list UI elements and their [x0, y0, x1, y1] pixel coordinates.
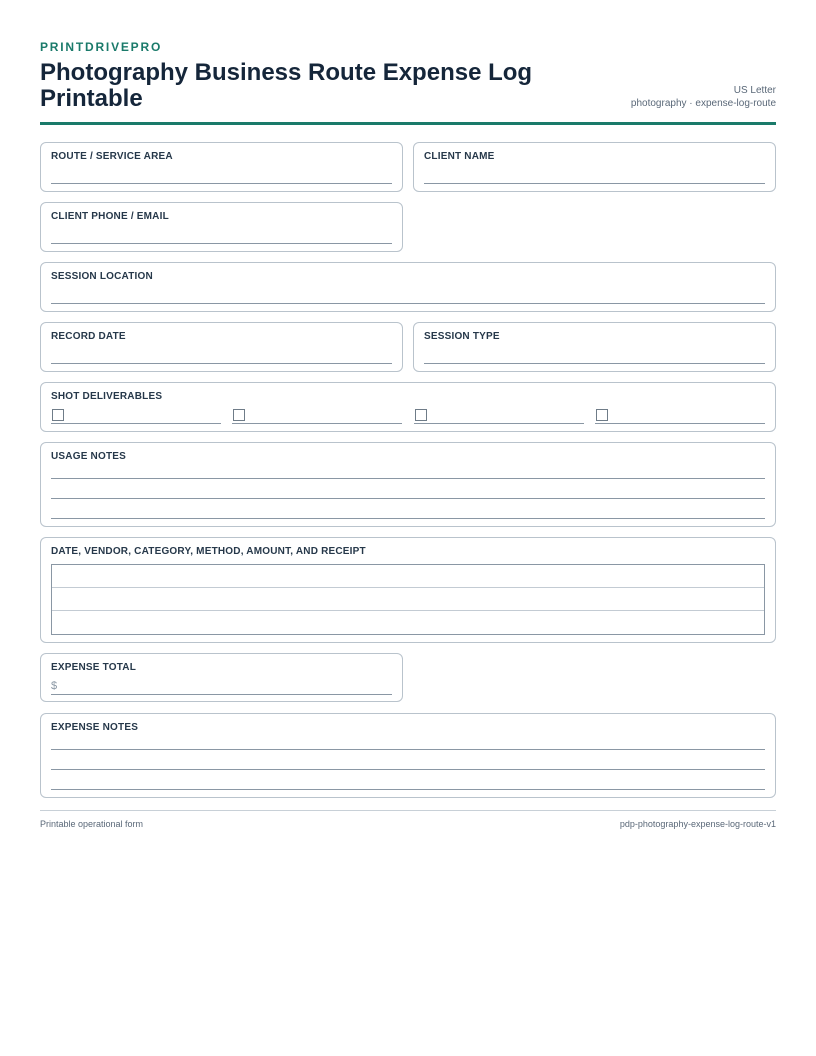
form-meta: [631, 84, 776, 112]
footer-left-text: Printable operational form: [40, 819, 144, 829]
usage-notes-line-3[interactable]: [51, 518, 765, 519]
expense-table-row[interactable]: [52, 588, 764, 611]
shot-deliverables-label: SHOT DELIVERABLES: [51, 391, 163, 402]
deliverable-line-2[interactable]: [232, 423, 402, 424]
expense-notes-field: [40, 713, 776, 798]
usage-notes-line-1[interactable]: [51, 478, 765, 479]
route-label: ROUTE / SERVICE AREA: [51, 151, 173, 162]
page-footer: [40, 810, 776, 829]
usage-notes-field: [40, 442, 776, 527]
paper-size: US Letter: [733, 85, 776, 96]
route-input-line[interactable]: [51, 183, 392, 184]
client-contact-label: CLIENT PHONE / EMAIL: [51, 211, 169, 222]
footer-form-id: pdp-photography-expense-log-route-v1: [619, 819, 776, 829]
session-type-input-line[interactable]: [424, 363, 765, 364]
client-name-label: CLIENT NAME: [424, 151, 495, 162]
session-location-label: SESSION LOCATION: [51, 271, 153, 282]
client-name-field: [413, 142, 776, 192]
deliverable-checkbox-3[interactable]: [415, 409, 427, 421]
deliverable-checkbox-1[interactable]: [52, 409, 64, 421]
record-date-input-line[interactable]: [51, 363, 392, 364]
session-type-label: SESSION TYPE: [424, 331, 500, 342]
expense-table-row[interactable]: [52, 611, 764, 634]
deliverable-checkbox-2[interactable]: [233, 409, 245, 421]
route-field: [40, 142, 403, 192]
form-tags: photography · expense-log-route: [630, 98, 776, 109]
expense-total-input-line[interactable]: [51, 694, 392, 695]
client-contact-input-line[interactable]: [51, 243, 392, 244]
deliverable-line-1[interactable]: [51, 423, 221, 424]
currency-prefix: $: [51, 680, 58, 692]
brand-name: PRINTDRIVEPRO: [40, 40, 163, 54]
expense-table-row[interactable]: [52, 565, 764, 588]
usage-notes-label: USAGE NOTES: [51, 451, 126, 462]
deliverable-line-3[interactable]: [414, 423, 584, 424]
expense-notes-line-2[interactable]: [51, 769, 765, 770]
expense-notes-line-1[interactable]: [51, 749, 765, 750]
expense-table-field: [40, 537, 776, 643]
deliverable-line-4[interactable]: [595, 423, 765, 424]
page-title: Photography Business Route Expense Log Printable: [40, 59, 533, 112]
session-type-field: [413, 322, 776, 372]
shot-deliverables-field: [40, 382, 776, 432]
client-name-input-line[interactable]: [424, 183, 765, 184]
session-location-field: [40, 262, 776, 312]
record-date-field: [40, 322, 403, 372]
form-page: [40, 40, 776, 125]
record-date-label: RECORD DATE: [51, 331, 126, 342]
expense-table: [51, 564, 765, 635]
expense-total-field: [40, 653, 403, 702]
expense-notes-line-3[interactable]: [51, 789, 765, 790]
client-contact-field: [40, 202, 403, 252]
expense-table-label: DATE, VENDOR, CATEGORY, METHOD, AMOUNT, AND RECEIPT: [51, 546, 366, 557]
expense-notes-label: EXPENSE NOTES: [51, 722, 139, 733]
form-header: [40, 60, 776, 125]
expense-total-label: EXPENSE TOTAL: [51, 662, 137, 673]
usage-notes-line-2[interactable]: [51, 498, 765, 499]
session-location-input-line[interactable]: [51, 303, 765, 304]
deliverable-checkbox-4[interactable]: [596, 409, 608, 421]
